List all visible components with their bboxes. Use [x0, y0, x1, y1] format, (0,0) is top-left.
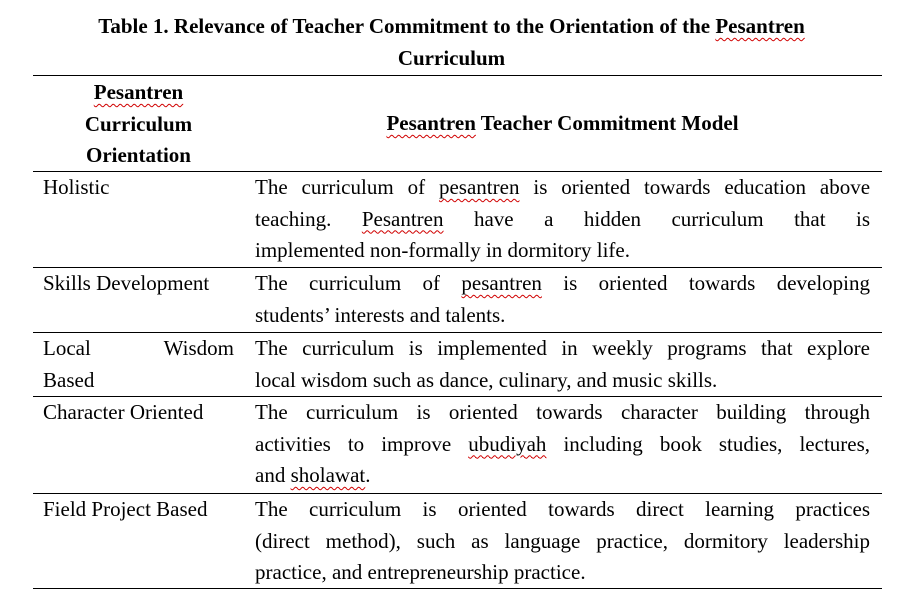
- row-3-text: The curriculum is implemented in weekly programs that explore: [255, 336, 870, 360]
- row-1-text: The curriculum of: [255, 175, 426, 199]
- row-5-text: The curriculum is oriented towards direct learning practices: [255, 497, 870, 521]
- caption-text: Table 1. Relevance of Teacher Commitment to the Orientation of the: [98, 14, 711, 38]
- row-1-text: implemented non-formally in dormitory life.: [255, 238, 630, 262]
- row-4-text: including book studies, lectures,: [563, 431, 871, 456]
- row-4-text: The curriculum is oriented towards character building through: [255, 400, 870, 424]
- row-2-text: is oriented towards developing: [563, 271, 871, 295]
- row-2-text: students’ interests and talents.: [255, 302, 506, 327]
- row-5-description: [255, 494, 870, 589]
- row-2-text: The curriculum of: [255, 271, 441, 295]
- header-left-line2: Curriculum: [84, 111, 193, 136]
- row-1-orientation: Holistic: [43, 175, 110, 199]
- header-right-spellcheck-word: Pesantren: [386, 111, 476, 135]
- row-3-description: [255, 333, 870, 396]
- row-2-description: [255, 268, 870, 331]
- row-4-text: and: [255, 463, 286, 487]
- row-1-text: teaching.: [255, 206, 332, 231]
- row-4-orientation: Character Oriented: [43, 400, 204, 424]
- row-1-text: have a hidden curriculum that is: [473, 206, 871, 231]
- row-3-text: local wisdom such as dance, culinary, and music skills.: [255, 367, 718, 392]
- row-1-spellcheck-word: Pesantren: [361, 206, 444, 231]
- caption-line-2: Curriculum: [397, 46, 506, 70]
- row-2-spellcheck-word: pesantren: [461, 271, 542, 295]
- row-1-spellcheck-word: pesantren: [438, 175, 520, 199]
- row-5-text: (direct method), such as language practice, dormitory leadership: [255, 528, 870, 553]
- row-4-text: activities to improve: [255, 431, 452, 456]
- top-rule: [33, 75, 882, 76]
- header-right-text: Teacher Commitment Model: [480, 111, 739, 135]
- header-left-spellcheck-word: Pesantren: [93, 80, 184, 104]
- row-3-orientation-line1: Local Wisdom: [43, 336, 234, 360]
- row-4-spellcheck-word: ubudiyah: [468, 431, 547, 456]
- bottom-rule: [33, 588, 882, 589]
- caption-spellcheck-word: Pesantren: [715, 14, 805, 38]
- row-1-text: is oriented towards education above: [533, 175, 871, 199]
- header-left-line3: Orientation: [86, 143, 191, 167]
- row-2-orientation: Skills Development: [43, 271, 210, 295]
- header-left: [43, 77, 234, 172]
- row-5-orientation: Field Project Based: [43, 497, 208, 521]
- row-4-spellcheck-word: sholawat: [290, 463, 366, 487]
- row-5-text: practice, and entrepreneurship practice.: [255, 560, 586, 584]
- table-caption: [0, 10, 903, 74]
- row-3-orientation-line2: Based: [43, 367, 95, 392]
- row-3-orientation: [43, 333, 234, 396]
- caption-line-1: [0, 10, 903, 42]
- header-right: [255, 108, 870, 140]
- row-1-description: [255, 172, 870, 267]
- row-4-text: .: [365, 463, 371, 487]
- row-4-description: [255, 397, 870, 492]
